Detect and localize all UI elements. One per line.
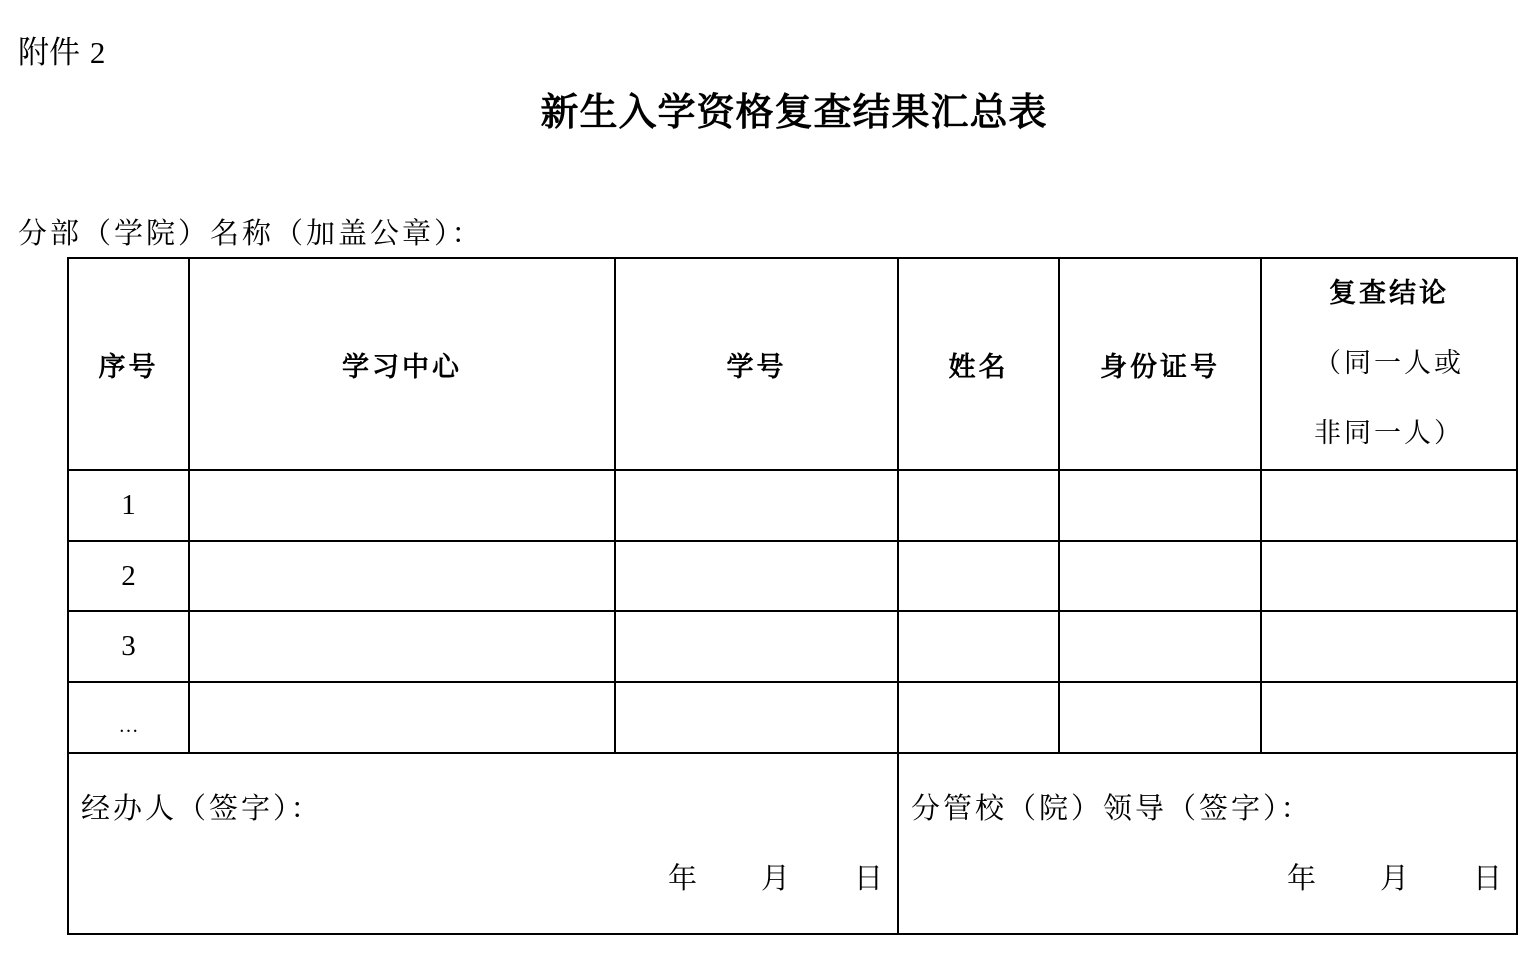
header-seq: 序号 [68, 258, 189, 470]
cell-conclusion [1261, 611, 1517, 682]
operator-signature-cell [68, 753, 898, 934]
row-seq: … [68, 682, 189, 753]
unit-name-label: 分部（学院）名称（加盖公章）： [18, 216, 484, 250]
date-day: 日 [853, 861, 883, 895]
header-study-center: 学习中心 [189, 258, 615, 470]
date-year: 年 [1286, 861, 1316, 895]
cell-study-center [189, 470, 615, 541]
cell-study-center [189, 682, 615, 753]
operator-signature-label: 经办人（签字）： [81, 791, 323, 825]
row-seq: 3 [68, 611, 189, 682]
date-month: 月 [760, 861, 790, 895]
header-conclusion-line1: （同一人或 [1314, 348, 1464, 379]
header-student-id: 学号 [615, 258, 898, 470]
header-conclusion-title: 复查结论 [1329, 278, 1449, 309]
attachment-label [18, 33, 105, 73]
cell-name [898, 541, 1059, 611]
table-header-row [68, 258, 1517, 470]
date-year: 年 [667, 861, 697, 895]
cell-student-id [615, 611, 898, 682]
header-conclusion-line2: 非同一人） [1314, 418, 1464, 449]
cell-study-center [189, 611, 615, 682]
table-row [68, 611, 1517, 682]
header-name: 姓名 [898, 258, 1059, 470]
table-row [68, 682, 1517, 753]
cell-name [898, 611, 1059, 682]
cell-id-number [1059, 470, 1261, 541]
cell-conclusion [1261, 541, 1517, 611]
date-day: 日 [1472, 861, 1502, 895]
page-title: 新生入学资格复查结果汇总表 [540, 89, 1048, 134]
row-seq: 1 [68, 470, 189, 541]
cell-conclusion [1261, 682, 1517, 753]
cell-conclusion [1261, 470, 1517, 541]
leader-date [1287, 858, 1502, 898]
signature-row [68, 753, 1517, 934]
row-seq: 2 [68, 541, 189, 611]
cell-student-id [615, 470, 898, 541]
leader-signature-label: 分管校（院）领导（签字）： [911, 791, 1313, 825]
cell-student-id [615, 541, 898, 611]
date-month: 月 [1379, 861, 1409, 895]
summary-table [67, 257, 1518, 935]
cell-id-number [1059, 541, 1261, 611]
table-row [68, 541, 1517, 611]
cell-id-number [1059, 611, 1261, 682]
attachment-text: 附件 [18, 35, 80, 71]
cell-study-center [189, 541, 615, 611]
attachment-number: 2 [89, 35, 106, 70]
header-conclusion [1261, 258, 1517, 470]
cell-name [898, 470, 1059, 541]
cell-id-number [1059, 682, 1261, 753]
operator-date [668, 858, 883, 898]
leader-signature-cell [898, 753, 1517, 934]
cell-student-id [615, 682, 898, 753]
header-id-number: 身份证号 [1059, 258, 1261, 470]
table-row [68, 470, 1517, 541]
cell-name [898, 682, 1059, 753]
